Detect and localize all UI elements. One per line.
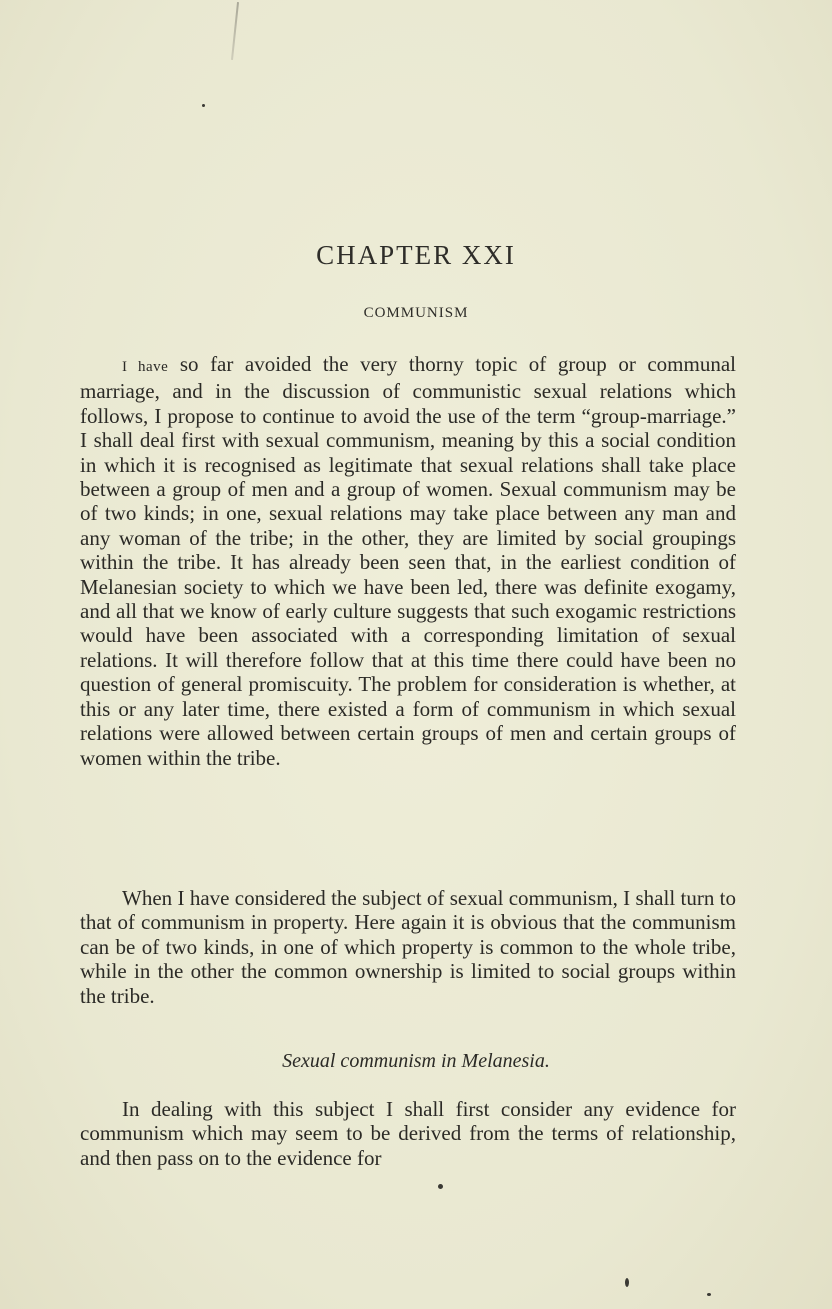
body-paragraph (80, 886, 736, 1008)
paragraph-text: When I have considered the subject of sexual communism, I shall turn to that of communism in property. Here again it is obvious that the communism can be of two kinds, in one of which property is common to the whole tribe, while in the other the common ownership is limited to social groups within the tribe. (80, 886, 736, 1008)
chapter-title: CHAPTER XXI (316, 240, 516, 270)
subheading: Sexual communism in Melanesia. (282, 1050, 550, 1072)
ink-speck (438, 1184, 443, 1189)
section-title: COMMUNISM (363, 305, 469, 321)
paragraph-text: so far avoided the very thorny topic of group or communal marriage, and in the discussion of communistic sexual relations which follows, I propose to continue to avoid the use of the term “group-marriage.” I shall deal first with sexual communism, meaning by this a social condition in which it is recognised as legitimate that sexual relations shall take place between a group of men and a group of women. Sexual communism may be of two kinds; in one, sexual relations may take place between any man and any woman of the tribe; in the other, they are limited by social groupings within the tribe. It has already been seen that, in the earliest condition of Melanesian society to which we have been led, there was definite exogamy, and all that we know of early culture suggests that such exogamic restrictions would have been associated with a corresponding limitation of sexual relations. It will therefore follow that at this time there could have been no question of general promiscuity. The problem for consideration is whether, at this or any later time, there existed a form of communism in which sexual relations were allowed between certain groups of men and certain groups of women within the tribe. (80, 352, 736, 770)
page-scratch-mark (231, 2, 239, 60)
ink-speck (707, 1293, 711, 1296)
body-paragraph (80, 352, 736, 770)
paragraph-text: In dealing with this subject I shall first consider any evidence for communism which may seem to be derived from the terms of relationship, and then pass on to the evidence for (80, 1097, 736, 1170)
body-paragraph (80, 1097, 736, 1170)
small-caps-lead: I have (122, 359, 169, 375)
ink-speck (202, 104, 205, 107)
ink-speck (625, 1278, 629, 1287)
